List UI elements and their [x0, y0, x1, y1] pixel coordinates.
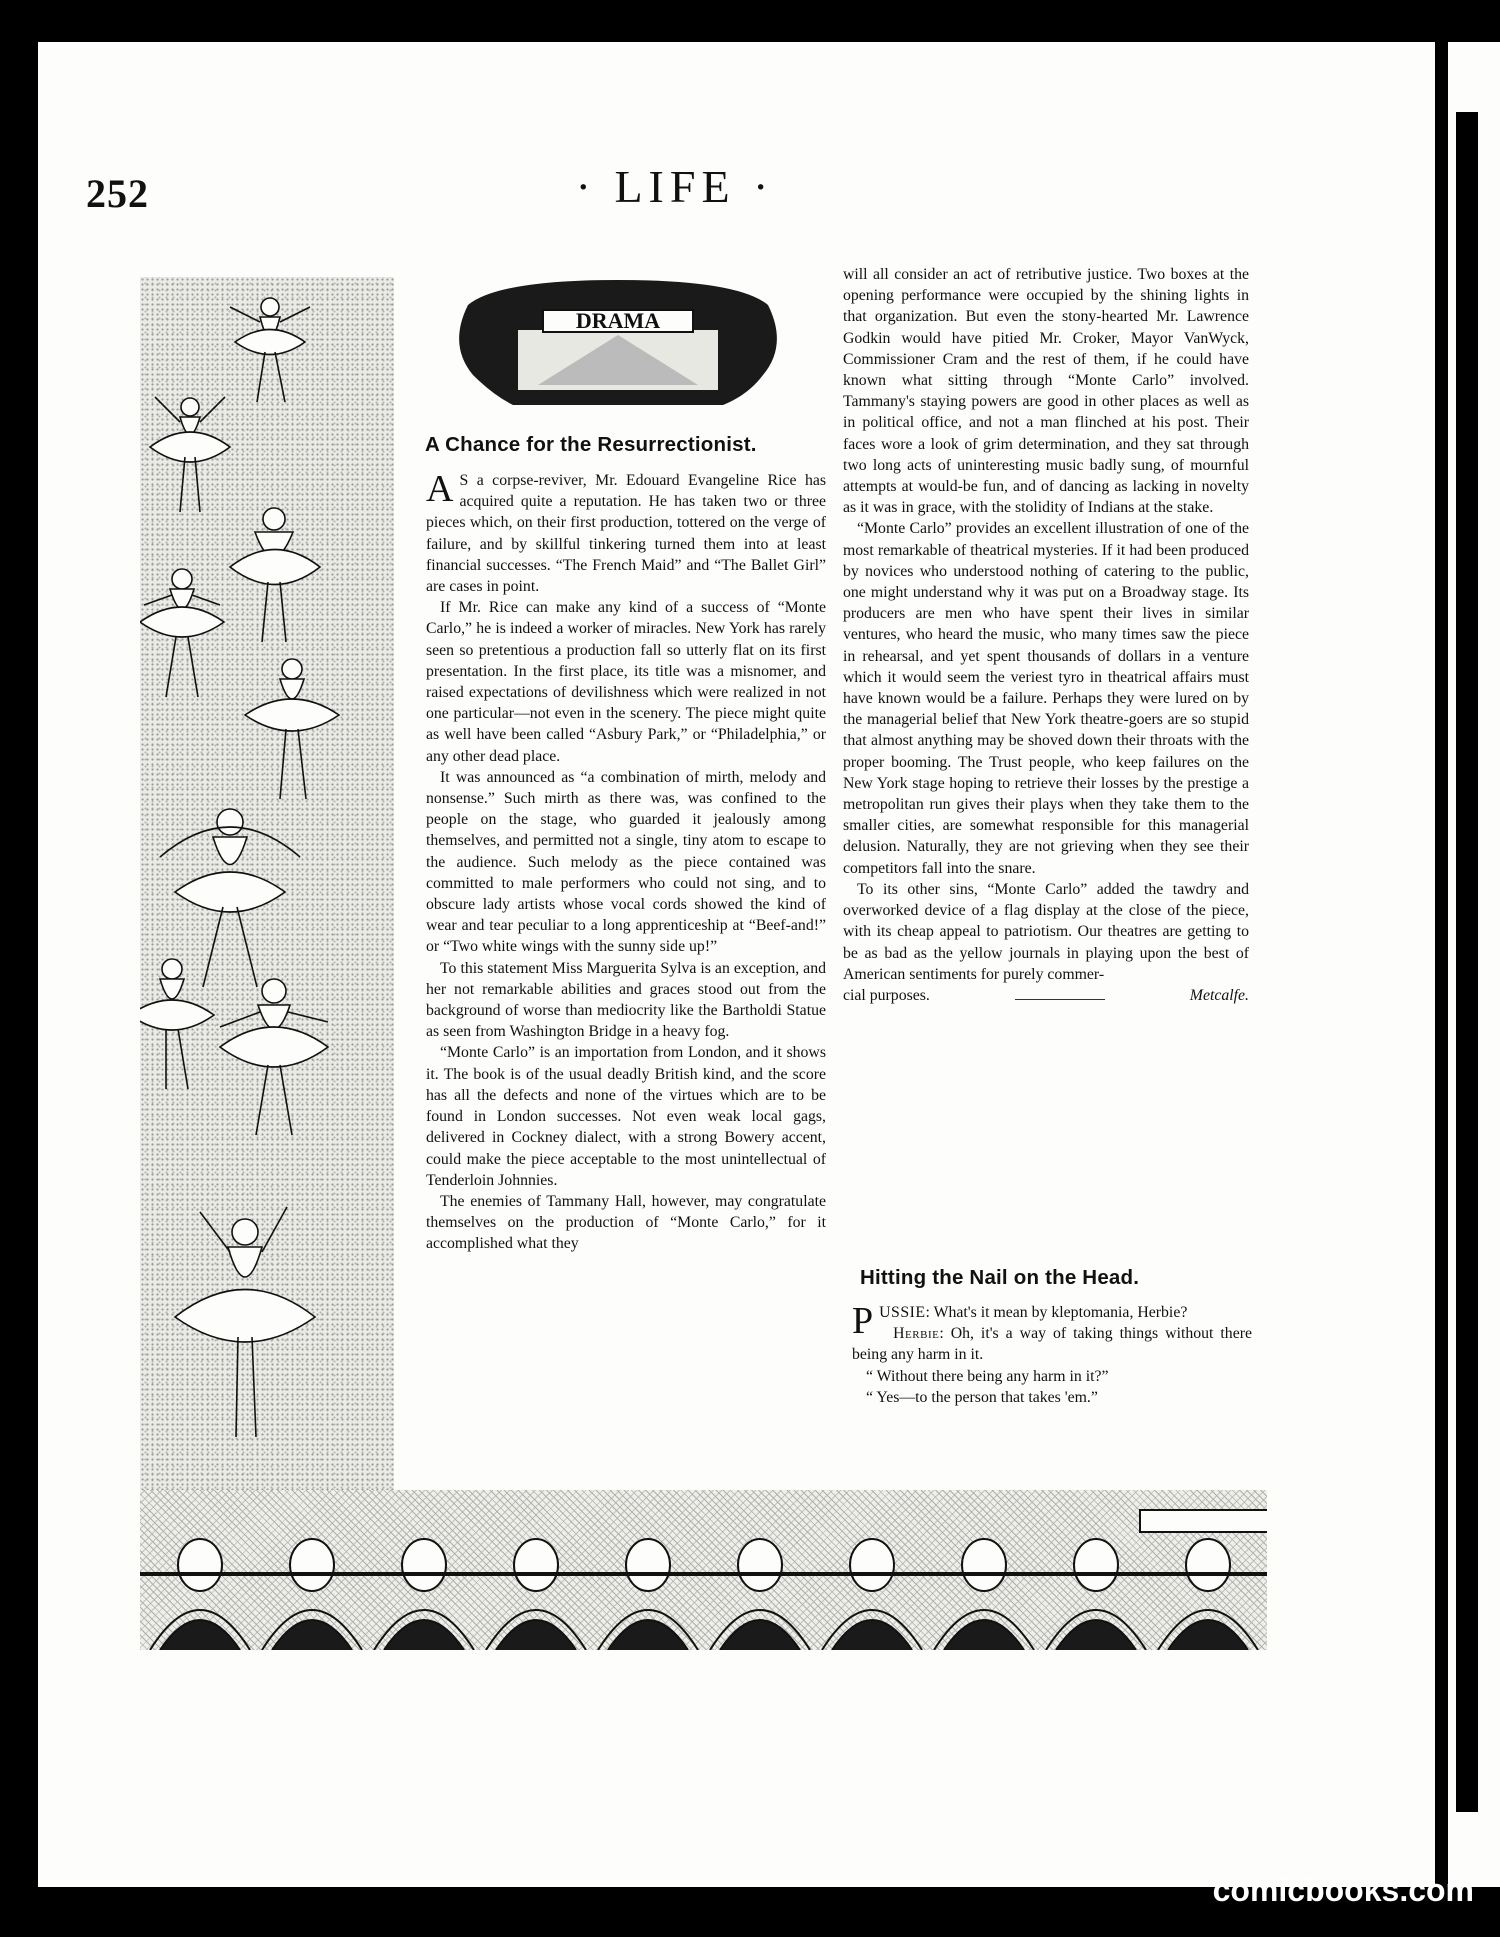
- article-paragraph: It was announced as “a combination of mirth, melody and nonsense.” Such mirth as there was, was confined to the people on the stage, who guarded it jealously among themselves, and permitted not a single, tiny atom to escape to the audience. Such melody as the piece contained was committed to male performers who could not sing, and to obscure lady artists whose vocal cords showed the kind of wear and tear peculiar to a long apprenticeship at “Beef-and!” or “Two white wings with the sunny side up!”: [426, 768, 826, 956]
- page-number: 252: [86, 171, 149, 216]
- article-column-2: [843, 264, 1249, 1006]
- dancers-drawing: [140, 277, 394, 1507]
- masthead-title: · LIFE ·: [575, 161, 775, 212]
- dialogue-line: PUSSIE: What's it mean by kleptomania, Herbie?: [852, 1300, 1188, 1342]
- article-paragraph: A S a corpse-reviver, Mr. Edouard Evangeline Rice has acquired quite a reputation. He has taken two or three pieces which, on their first production, tottered on the verge of failure, and by skillful tinkering turned them into at least financial successes. “The French Maid” and “The Ballet Girl” are cases in point.: [426, 468, 826, 596]
- ballet-dancers-illustration: [140, 277, 394, 1507]
- audience-drawing: [140, 1490, 1267, 1650]
- article-headline: A Chance for the Resurrectionist.: [425, 433, 757, 456]
- signature-line: cial purposes. Metcalfe.: [843, 985, 1249, 1006]
- dialogue-line: “ Yes—to the person that takes 'em.”: [866, 1388, 1098, 1406]
- drama-section-banner: [448, 275, 784, 415]
- drop-cap: P: [852, 1300, 874, 1342]
- drop-cap: A: [426, 468, 454, 510]
- article-paragraph: To its other sins, “Monte Carlo” added the tawdry and overworked device of a flag display at the close of the piece, with its cheap appeal to patriotism. Our theatres are getting to be as bad as the yellow journals in playing upon the best of American sentiments for purely commer-: [843, 880, 1249, 983]
- article-paragraph: “Monte Carlo” provides an excellent illustration of one of the most remarkable of theatrical mysteries. If it had been produced by novices who understood nothing of catering to the public, one might understand why it was put on a Broadway stage. Its producers are men who have spent their lives in similar ventures, who heard the music, who many times saw the piece in rehearsal, and yet spent thousands of dollars in a venture which it would seem the veriest tyro in theatrical affairs must have known would be a failure. Perhaps they were lured on by the managerial belief that New York theatre-goers are so stupid that almost anything may be shoved down their throats with the proper booming. The Trust people, who keep failures on the New York stage hoping to retrieve their losses by the prestige a metropolitan run gives their plays when they take them to the smaller cities, are somewhat responsible for this managerial delusion. Naturally, they are not grieving when they see their competitors fall into the snare.: [843, 520, 1249, 877]
- watermark-text: comicbooks.com: [1212, 1872, 1474, 1908]
- dialogue-line: Herbie: Oh, it's a way of taking things without there being any harm in it.: [852, 1325, 1252, 1364]
- author-signature: Metcalfe.: [1189, 986, 1249, 1004]
- adjacent-page-edge: [1448, 42, 1500, 1887]
- dialogue-line: “ Without there being any harm in it?”: [866, 1367, 1109, 1385]
- article-paragraph: The enemies of Tammany Hall, however, may congratulate themselves on the production of “Monte Carlo,” for it accomplished what they: [426, 1192, 826, 1253]
- article-column-1: [426, 470, 826, 1255]
- article2-headline: Hitting the Nail on the Head.: [860, 1266, 1140, 1289]
- article-paragraph: To this statement Miss Marguerita Sylva is an exception, and her not remarkable abilities and graces stood out from the background of worse than mediocrity like the Bartholdi Statue as seen from Washington Bridge in a heavy fog.: [426, 959, 826, 1041]
- article-paragraph: “Monte Carlo” is an importation from London, and it shows it. The book is of the usual deadly British kind, and the score has all the defects and none of the virtues which are to be found in London successes. Not even weak local gags, delivered in Cockney dialect, with a strong Bowery accent, could make the piece acceptable to the most unintellectual of Tenderloin Johnnies.: [426, 1044, 826, 1189]
- drama-banner-art: [448, 275, 784, 415]
- article-paragraph: will all consider an act of retributive justice. Two boxes at the opening performance were occupied by the shining lights in that organization. But even the stony-hearted Mr. Lawrence Godkin would have pitied Mr. Croker, Mayor VanWyck, Commissioner Cram and the rest of them, if he could have known what sitting through “Monte Carlo” involved. Tammany's staying powers are good in other places as well as in political office, and not a man flinched at his post. Their faces wore a look of grim determination, and they sat through two long acts of uninteresting music badly sung, of mournful attempts at would-be fun, and of dancing as lacking in novelty as it was in grace, with the stolidity of Indians at the stake.: [843, 266, 1249, 517]
- article2-body: [852, 1302, 1252, 1408]
- audience-stage-illustration: [140, 1490, 1267, 1650]
- drama-banner-label: DRAMA: [575, 308, 661, 333]
- article-paragraph: If Mr. Rice can make any kind of a success of “Monte Carlo,” he is indeed a worker of miracles. New York has rarely seen so pretentious a production fall so utterly flat on its first presentation. In the first place, its title was a misnomer, and raised expectations of devilishness which were realized in not one particular—not even in the scenery. The piece might quite as well have been called “Asbury Park,” or “Philadelphia,” or any other dead place.: [426, 599, 826, 765]
